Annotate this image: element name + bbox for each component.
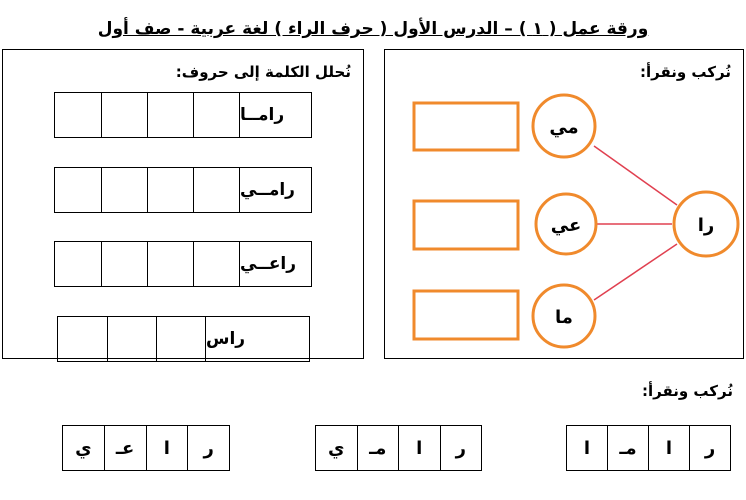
letter-group-3 <box>62 425 230 471</box>
letter-cell: ا <box>398 426 440 470</box>
word-label: راس <box>205 317 309 361</box>
answer-box[interactable] <box>414 291 518 339</box>
syllable-text: ما <box>555 307 573 328</box>
letter-cell: ي <box>328 437 345 459</box>
center-syllable-text: را <box>697 215 715 236</box>
letter-cell: عـ <box>104 426 146 470</box>
letter-box[interactable] <box>107 317 156 361</box>
word-label: راعــي <box>239 242 311 286</box>
letter-box[interactable] <box>101 93 147 137</box>
worksheet-title <box>0 18 746 40</box>
letter-box[interactable] <box>156 317 205 361</box>
letter-box[interactable] <box>147 93 193 137</box>
letter-box[interactable] <box>147 242 193 286</box>
bottom-heading: نُركب ونقرأ: <box>641 382 733 400</box>
analyze-heading: نُحلل الكلمة إلى حروف: <box>175 63 351 81</box>
word-row-3 <box>54 241 312 287</box>
letter-cell: ا <box>648 426 689 470</box>
word-label: رامــا <box>239 93 311 137</box>
letter-cell: مـ <box>607 426 648 470</box>
letter-box[interactable] <box>55 168 101 212</box>
letter-box[interactable] <box>101 242 147 286</box>
letter-box[interactable] <box>193 168 239 212</box>
letter-cell: ر <box>440 426 482 470</box>
compose-panel <box>384 49 744 359</box>
syllable-text: عي <box>550 215 582 236</box>
answer-box[interactable] <box>414 103 518 150</box>
connector-line <box>594 146 677 205</box>
word-row-4 <box>57 316 310 362</box>
compose-diagram <box>385 50 743 358</box>
worksheet-title-text: ورقة عمل ( ١ ) – الدرس الأول ( حرف الراء ) لغة عربية - صف أول <box>97 19 649 39</box>
letter-box[interactable] <box>55 242 101 286</box>
syllable-text: مي <box>549 117 579 138</box>
letter-box[interactable] <box>58 317 107 361</box>
letter-group-2 <box>315 425 482 471</box>
letter-box[interactable] <box>101 168 147 212</box>
letter-box[interactable] <box>147 168 193 212</box>
letter-group-1 <box>566 425 731 471</box>
letter-cell: ي <box>75 437 92 459</box>
word-row-2 <box>54 167 312 213</box>
answer-box[interactable] <box>414 201 518 249</box>
analyze-panel <box>2 49 364 359</box>
letter-box[interactable] <box>193 93 239 137</box>
compose-heading: نُركب ونقرأ: <box>639 63 731 81</box>
letter-box[interactable] <box>193 242 239 286</box>
connector-line <box>594 244 677 300</box>
word-label: رامــي <box>239 168 311 212</box>
letter-box[interactable] <box>55 93 101 137</box>
letter-cell: ا <box>146 426 188 470</box>
letter-cell: ر <box>689 426 730 470</box>
letter-cell: ا <box>583 437 591 459</box>
word-row-1 <box>54 92 312 138</box>
letter-cell: مـ <box>357 426 399 470</box>
letter-cell: ر <box>187 426 229 470</box>
